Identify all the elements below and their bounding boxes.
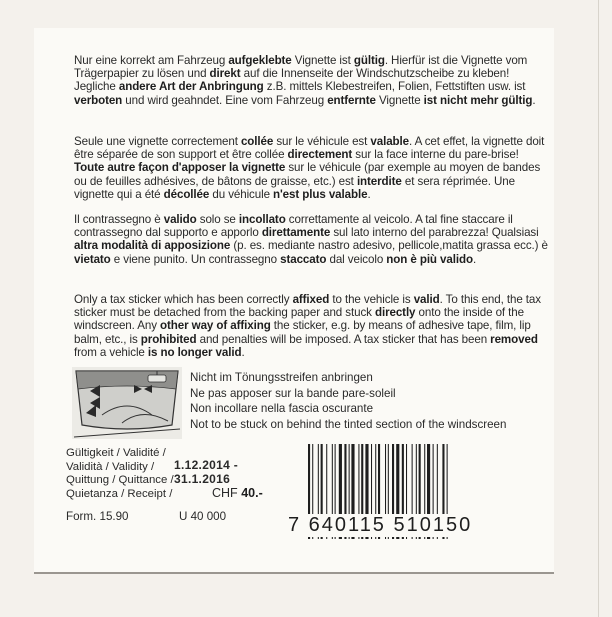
- fr-text-run: et sera réprimée. Une vignette qui a été: [74, 174, 515, 201]
- de-text-run: auf die Innenseite der Windschutzscheibe zu kleben! Jegliche: [74, 67, 510, 94]
- en-text-run: other way of affixing: [160, 319, 271, 333]
- fr-text-run: collée: [240, 135, 274, 148]
- instructions-italian: [74, 213, 548, 266]
- en-text-run: directly: [374, 306, 416, 320]
- de-text-run: und wird geahndet. Eine vom Fahrzeug: [122, 93, 328, 107]
- price: [212, 487, 263, 501]
- de-text-run: direkt: [209, 67, 241, 81]
- it-text-run: incollato: [238, 213, 286, 226]
- it-text-run: vietato: [74, 252, 111, 266]
- note-french: Ne pas apposer sur la bande pare-soleil: [190, 386, 396, 400]
- fr-text-run: du véhicule: [209, 187, 274, 201]
- de-text-run: andere Art der Anbringung: [118, 80, 264, 94]
- form-number: Form. 15.90: [66, 510, 129, 523]
- de-text-run: gültig: [353, 54, 385, 67]
- en-text-run: and penalties will be imposed. A tax sticker that has been: [196, 332, 491, 346]
- it-text-run: e viene punito. Un contrassegno: [110, 252, 281, 266]
- en-text-run: to the vehicle is: [329, 293, 414, 306]
- fr-text-run: directement: [287, 148, 353, 162]
- it-text-run: sul lato interno del parabrezza! Qualsiasi: [330, 226, 539, 240]
- price-currency: CHF: [212, 486, 238, 500]
- fr-text-run: Seule une vignette correctement: [74, 135, 241, 148]
- receipt-label-2: Quietanza / Receipt /: [66, 487, 173, 500]
- it-text-run: direttamente: [261, 226, 331, 240]
- de-text-run: ist nicht mehr gültig: [423, 93, 533, 107]
- de-text-run: aufgeklebte: [228, 54, 292, 67]
- it-text-run: .: [472, 252, 477, 266]
- de-text-run: verboten: [74, 93, 123, 107]
- note-italian: Non incollare nella fascia oscurante: [190, 402, 374, 416]
- en-text-run: affixed: [292, 293, 330, 306]
- validity-label-1: Gültigkeit / Validité /: [66, 447, 166, 459]
- it-text-run: dal veicolo: [326, 252, 387, 266]
- note-english: Not to be stuck on behind the tinted section of the windscreen: [190, 417, 507, 431]
- de-text-run: Vignette: [375, 93, 424, 107]
- instructions-german: [74, 54, 548, 107]
- scan-right-edge: [598, 0, 599, 617]
- en-text-run: the sticker, e.g. by means of adhesive tape, film, lip balm, etc., is: [74, 319, 531, 346]
- it-text-run: Il contrassegno è: [74, 213, 164, 226]
- fr-text-run: décollée: [163, 187, 210, 201]
- en-text-run: .: [241, 345, 245, 359]
- instructions-english: [74, 293, 548, 359]
- instructions-french: [74, 135, 548, 201]
- de-text-run: . Hierfür ist die Vignette vom Trägerpapier zu lösen und: [74, 54, 528, 81]
- de-text-run: Vignette ist: [291, 54, 354, 67]
- fr-text-run: sur la face interne du pare-brise!: [352, 148, 519, 162]
- receipt-label-1: Quittung / Quittance /: [66, 474, 174, 486]
- de-text-run: Nur eine korrekt am Fahrzeug: [74, 54, 229, 67]
- en-text-run: onto the inside of the windscreen. Any: [74, 306, 524, 333]
- fr-text-run: sur le véhicule est: [273, 135, 371, 148]
- it-text-run: valido: [163, 213, 197, 226]
- fr-text-run: . A cet effet, la vignette doit être séparée de son support et être collée: [74, 135, 545, 162]
- price-value: 40.-: [241, 486, 263, 500]
- fr-text-run: Toute autre façon d'apposer la vignette: [74, 161, 286, 175]
- fr-text-run: n'est plus valable: [273, 187, 368, 201]
- validity-label-2: Validità / Validity /: [66, 460, 155, 473]
- it-text-run: solo se: [196, 213, 239, 226]
- it-text-run: non è più valido: [386, 252, 473, 266]
- fr-text-run: valable: [370, 135, 409, 148]
- fr-text-run: .: [367, 187, 371, 201]
- u-number: U 40 000: [179, 510, 227, 523]
- de-text-run: entfernte: [327, 93, 376, 107]
- it-text-run: altra modalità di apposizione: [74, 239, 231, 253]
- en-text-run: . To this end, the tax sticker must be detached from the backing paper and stuck: [74, 293, 541, 320]
- note-german: Nicht im Tönungsstreifen anbringen: [190, 371, 373, 384]
- en-text-run: Only a tax sticker which has been correctly: [74, 293, 293, 306]
- en-text-run: removed: [490, 332, 538, 346]
- card-bottom-edge: [34, 572, 554, 574]
- fr-text-run: sur le véhicule (par exemple au moyen de bandes ou de feuilles adhésives, de bâtons de graisse, etc.) est: [74, 161, 541, 188]
- en-text-run: is no longer valid: [147, 345, 242, 359]
- validity-dates: 1.12.2014 - 31.1.2016: [174, 458, 239, 486]
- de-text-run: z.B. mittels Klebestreifen, Folien, Fettstiften usw. ist: [263, 80, 526, 94]
- en-text-run: valid: [413, 293, 440, 306]
- it-text-run: correttamente al veicolo. A tal fine staccare il contrassegno dal supporto e apporlo: [74, 213, 513, 240]
- en-text-run: prohibited: [140, 332, 197, 346]
- en-text-run: from a vehicle: [74, 345, 148, 359]
- de-text-run: .: [532, 93, 536, 107]
- it-text-run: staccato: [280, 252, 327, 266]
- validity-receipt-block: [66, 447, 296, 523]
- barcode-digits: 7 640115 510150: [288, 514, 473, 536]
- it-text-run: (p. es. mediante nastro adesivo, pellicole,matita grassa ecc.) è: [230, 239, 548, 253]
- placement-notes: [190, 370, 550, 432]
- fr-text-run: interdite: [356, 174, 402, 188]
- windshield-illustration: [72, 367, 182, 439]
